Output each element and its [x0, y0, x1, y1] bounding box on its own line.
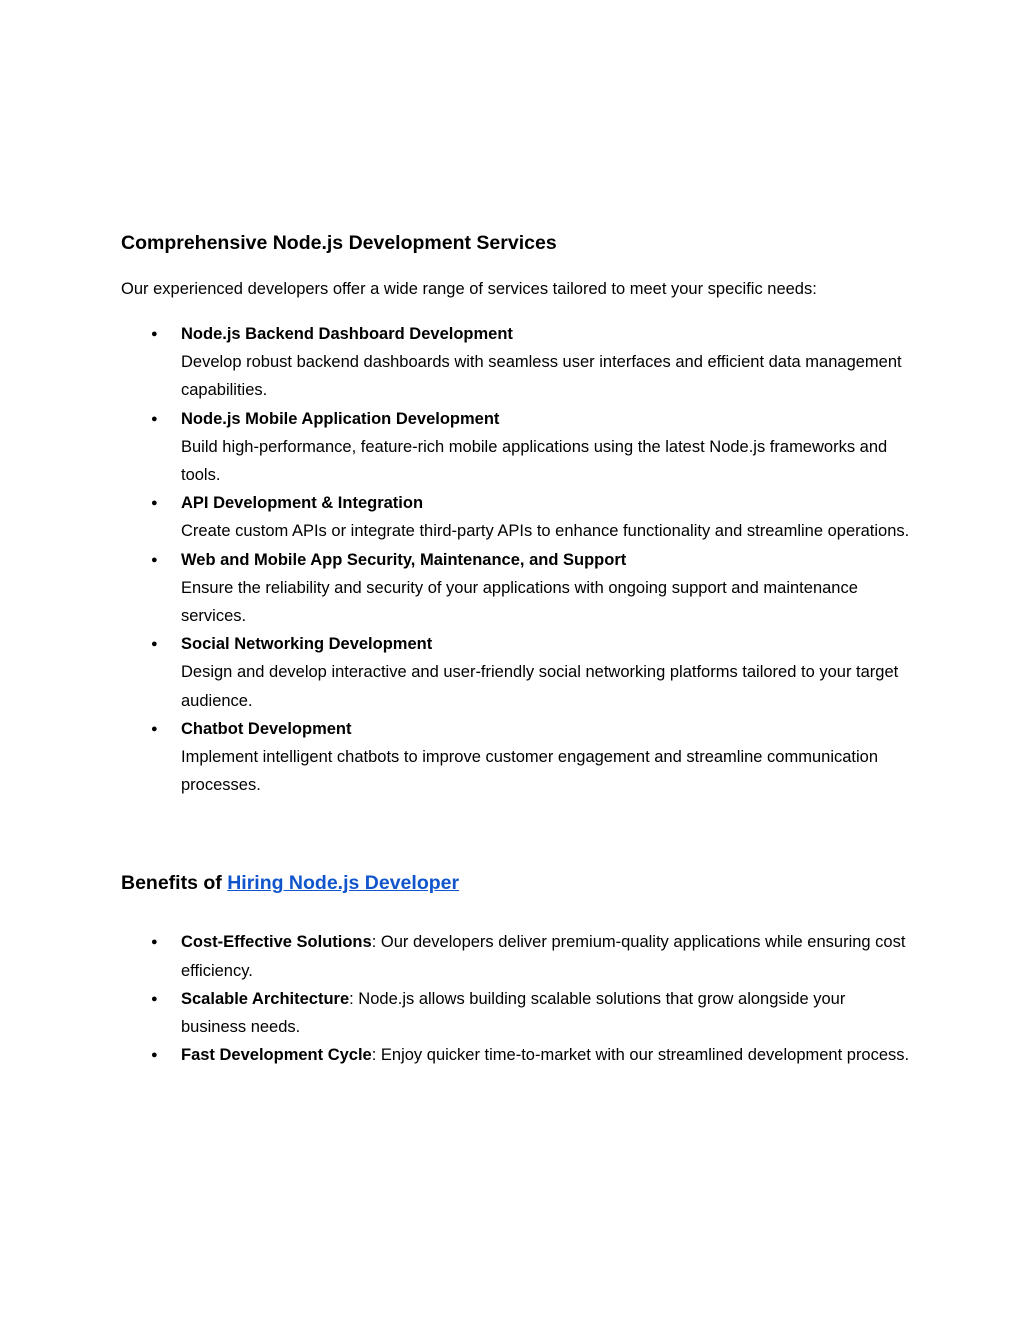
service-description: Design and develop interactive and user-friendly social networking platforms tailored to your target audience. [181, 663, 899, 710]
benefits-list [121, 928, 911, 1069]
document-content [121, 224, 911, 1069]
bullet-icon: ● [151, 722, 158, 735]
service-title: Web and Mobile App Security, Maintenance, and Support [181, 550, 627, 569]
benefits-heading [121, 864, 911, 902]
benefit-title: Fast Development Cycle [181, 1046, 372, 1065]
services-intro: Our experienced developers offer a wide range of services tailored to meet your specific needs: [121, 280, 817, 298]
benefit-description: : Enjoy quicker time-to-market with our streamlined development process. [371, 1046, 910, 1065]
service-title: Node.js Backend Dashboard Development [181, 325, 513, 343]
list-item [121, 985, 911, 1041]
bullet-icon: ● [151, 328, 158, 340]
service-description: Ensure the reliability and security of your applications with ongoing support and maintenance services. [181, 578, 858, 626]
list-item [121, 630, 911, 715]
benefit-description: : Node.js allows building scalable solutions that grow alongside your business needs. [181, 989, 846, 1037]
bullet-icon: ● [151, 497, 158, 510]
service-description: Implement intelligent chatbots to improve customer engagement and streamline communication processes. [181, 748, 879, 795]
service-description: Build high-performance, feature-rich mobile applications using the latest Node.js frameworks and tools. [181, 437, 888, 485]
benefits-section [121, 864, 911, 1069]
services-heading: Comprehensive Node.js Development Services [121, 232, 557, 254]
bullet-icon: ● [151, 638, 158, 651]
bullet-icon: ● [151, 936, 158, 949]
list-item [121, 405, 911, 490]
hiring-developer-link[interactable]: Hiring Node.js Developer [227, 872, 460, 895]
list-item [121, 320, 911, 405]
bullet-icon: ● [151, 1049, 158, 1062]
services-list [121, 320, 911, 799]
benefit-title: Cost-Effective Solutions [181, 933, 372, 952]
bullet-icon: ● [151, 992, 158, 1005]
list-item [121, 489, 911, 545]
list-item [121, 715, 911, 800]
list-item [121, 546, 911, 631]
service-title: Chatbot Development [181, 719, 352, 738]
service-title: API Development & Integration [181, 494, 424, 513]
benefit-description: : Our developers deliver premium-quality applications while ensuring cost efficiency. [181, 933, 906, 980]
service-description: Develop robust backend dashboards with seamless user interfaces and efficient data management capabilities. [181, 353, 902, 400]
benefits-heading-prefix: Benefits of [121, 872, 228, 895]
bullet-icon: ● [151, 412, 158, 425]
list-item [121, 1041, 911, 1069]
bullet-icon: ● [151, 553, 158, 566]
services-section [121, 224, 911, 799]
service-description: Create custom APIs or integrate third-party APIs to enhance functionality and streamline operations. [181, 522, 910, 541]
benefit-title: Scalable Architecture [181, 989, 350, 1008]
service-title: Node.js Mobile Application Development [181, 409, 500, 428]
service-title: Social Networking Development [181, 635, 433, 654]
list-item [121, 928, 911, 984]
